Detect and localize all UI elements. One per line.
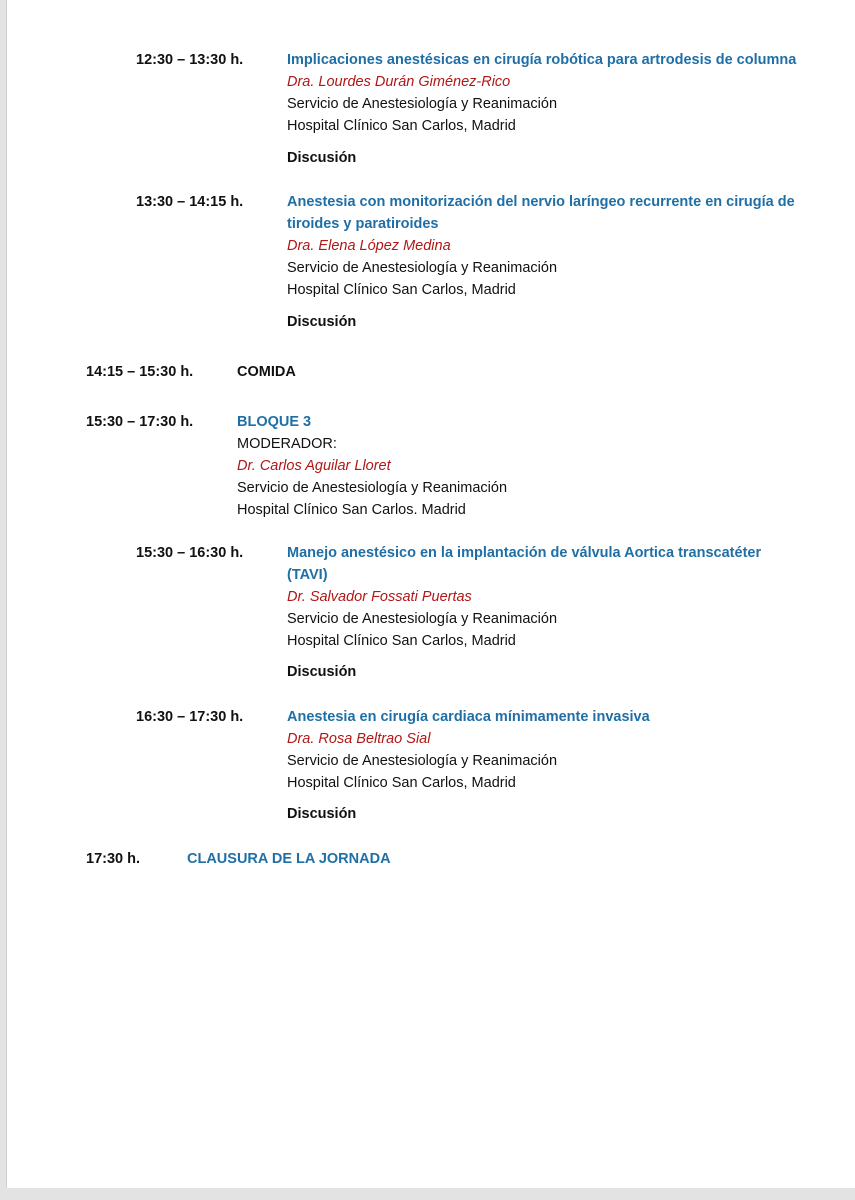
speaker-name: Dra. Elena López Medina	[287, 238, 451, 254]
session-time: 16:30 – 17:30 h.	[136, 709, 244, 725]
lunch-label: COMIDA	[237, 364, 296, 380]
session-time: 15:30 – 16:30 h.	[136, 545, 244, 561]
session-time: 12:30 – 13:30 h.	[136, 52, 244, 68]
discussion-label: Discusión	[287, 150, 357, 166]
hospital-name: Hospital Clínico San Carlos, Madrid	[287, 633, 516, 649]
session-title: Implicaciones anestésicas en cirugía robótica para artrodesis de columna	[287, 52, 797, 68]
session-title: Anestesia en cirugía cardiaca mínimamente invasiva	[287, 709, 650, 725]
speaker-name: Dr. Salvador Fossati Puertas	[287, 589, 472, 605]
hospital-name: Hospital Clínico San Carlos. Madrid	[237, 502, 466, 518]
service-name: Servicio de Anestesiología y Reanimación	[287, 753, 558, 769]
service-name: Servicio de Anestesiología y Reanimación	[287, 260, 558, 276]
closing-label: CLAUSURA DE LA JORNADA	[187, 851, 391, 867]
session-title-continued: (TAVI)	[287, 567, 328, 583]
session-time: 13:30 – 14:15 h.	[136, 194, 244, 210]
discussion-label: Discusión	[287, 806, 357, 822]
session-title: Manejo anestésico en la implantación de válvula Aortica transcatéter	[287, 545, 762, 561]
service-name: Servicio de Anestesiología y Reanimación	[287, 96, 558, 112]
service-name: Servicio de Anestesiología y Reanimación	[237, 480, 508, 496]
service-name: Servicio de Anestesiología y Reanimación	[287, 611, 558, 627]
speaker-name: Dra. Lourdes Durán Giménez-Rico	[287, 74, 511, 90]
speaker-name: Dra. Rosa Beltrao Sial	[287, 731, 431, 747]
session-title: Anestesia con monitorización del nervio laríngeo recurrente en cirugía de	[287, 194, 795, 210]
block-title: BLOQUE 3	[237, 414, 312, 430]
closing-time: 17:30 h.	[86, 851, 140, 867]
moderator-label: MODERADOR:	[237, 436, 337, 452]
discussion-label: Discusión	[287, 314, 357, 330]
lunch-time: 14:15 – 15:30 h.	[86, 364, 194, 380]
session-title-continued: tiroides y paratiroides	[287, 216, 439, 232]
discussion-label: Discusión	[287, 664, 357, 680]
moderator-name: Dr. Carlos Aguilar Lloret	[237, 458, 391, 474]
hospital-name: Hospital Clínico San Carlos, Madrid	[287, 118, 516, 134]
block-time: 15:30 – 17:30 h.	[86, 414, 194, 430]
hospital-name: Hospital Clínico San Carlos, Madrid	[287, 775, 516, 791]
document-page	[6, 0, 855, 1188]
hospital-name: Hospital Clínico San Carlos, Madrid	[287, 282, 516, 298]
